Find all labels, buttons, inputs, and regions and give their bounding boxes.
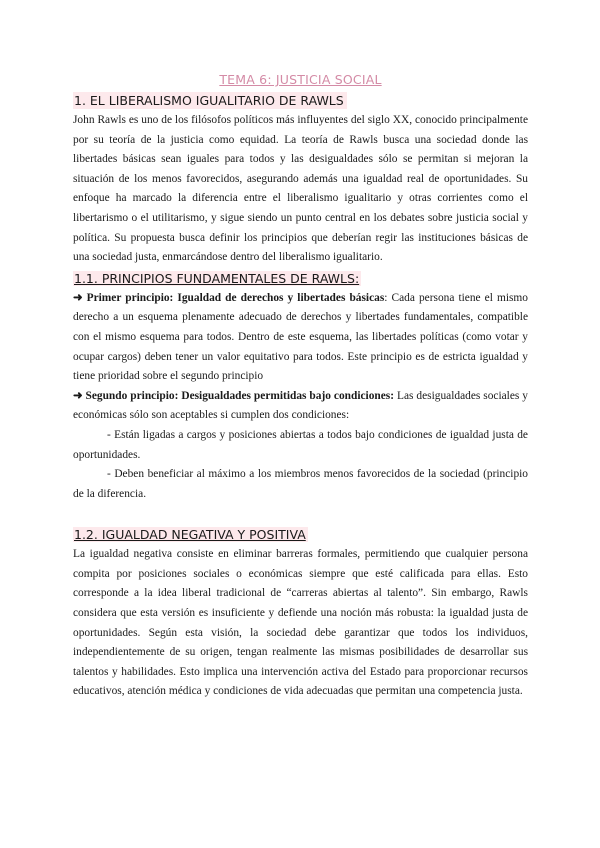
- principle-2: [73, 387, 528, 426]
- spacer: [73, 504, 528, 524]
- subsection-heading-igualdad: [73, 526, 528, 543]
- principle-2-title: ➜ Segundo principio: Desigualdades permitidas bajo condiciones:: [73, 389, 395, 402]
- principle-1-title: ➜ Primer principio: Igualdad de derechos y libertades básicas: [73, 291, 385, 304]
- condition-1: [73, 426, 528, 465]
- subsection-heading-igualdad-text: 1.2. IGUALDAD NEGATIVA Y POSITIVA: [74, 527, 306, 543]
- section-paragraph-igualdad: La igualdad negativa consiste en eliminar barreras formales, permitiendo que cualquier persona compita por posiciones sociales o económicas siempre que esté calificada para ellas. Esto corresponde a la idea liberal tradicional de “carreras abiertas al talento”. Sin embargo, Rawls considera que esta versión es insuficiente y defiende una noción más robusta: la igualdad justa de oportunidades. Según esta visión, la sociedad debe garantizar que todos los individuos, independientemente de su origen, tengan realmente las mismas posibilidades de desarrollar sus talentos y habilidades. Esto implica una intervención activa del Estado para proporcionar recursos educativos, atención médica y condiciones de vida adecuadas que permitan una competencia justa.: [73, 548, 528, 698]
- subsection-heading-principios-text: 1.1. PRINCIPIOS FUNDAMENTALES DE RAWLS:: [74, 270, 360, 286]
- subsection-heading-principios: [73, 270, 528, 287]
- principle-1: [73, 289, 528, 387]
- principle-1-text: : Cada persona tiene el mismo derecho a un esquema plenamente adecuado de derechos y libertades fundamentales, compatible con el mismo esquema para todos. Dentro de este esquema, las libertades políticas (como votar y ocupar cargos) deben tener un valor equitativo para todos. Este principio es de estricta igualdad y tiene prioridad sobre el segundo principio: [73, 291, 528, 383]
- condition-2: [73, 465, 528, 504]
- principle-2-text: Las desigualdades sociales y económicas sólo son aceptables si cumplen dos condiciones:: [73, 389, 529, 422]
- condition-2-text: - Deben beneficiar al máximo a los miembros menos favorecidos de la sociedad (principio de la diferencia.: [73, 468, 528, 500]
- condition-1-text: - Están ligadas a cargos y posiciones abiertas a todos bajo condiciones de igualdad justa de oportunidades.: [73, 428, 528, 461]
- section-paragraph-rawls: John Rawls es uno de los filósofos políticos más influyentes del siglo XX, conocido principalmente por su teoría de la justicia como equidad. La teoría de Rawls busca una sociedad donde las libertades básicas sean iguales para todos y las desigualdades sólo se permitan si mejoran la situación de los menos favorecidos, asegurando además una igualdad real de oportunidades. Su enfoque ha marcado la diferencia entre el liberalismo igualitario y otras corrientes como el libertarismo o el utilitarismo, y sigue siendo un punto central en los debates sobre justicia social y política. Su propuesta busca definir los principios que deberían regir las instituciones básicas de una sociedad justa, enmarcándose dentro del liberalismo igualitario.: [73, 114, 528, 264]
- document-title: TEMA 6: JUSTICIA SOCIAL: [219, 72, 382, 87]
- section-heading-liberalismo: 1. EL LIBERALISMO IGUALITARIO DE RAWLS: [73, 92, 347, 109]
